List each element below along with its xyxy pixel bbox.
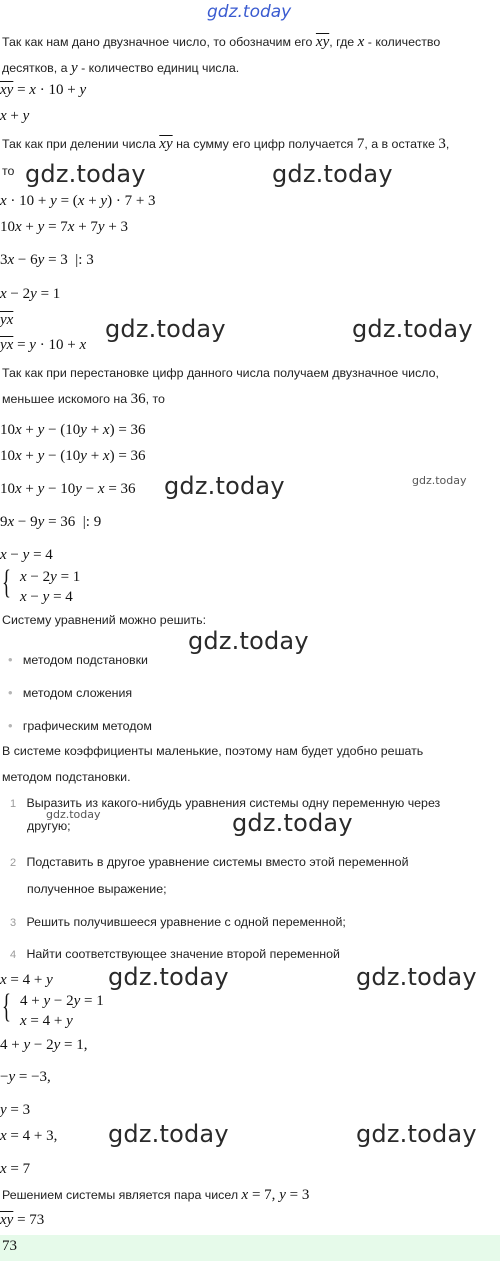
bullet-icon: • — [8, 718, 13, 733]
system-2-eq-a: 4 + y − 2y = 1 — [20, 993, 104, 1009]
intro-line-2 — [2, 60, 239, 77]
step-4 — [10, 947, 340, 961]
equation-7: 10x + y − 10y − x = 36 — [0, 481, 136, 497]
intro1-var: $\overline{xy}$ — [315, 34, 330, 50]
equation-10: x = 4 + y — [0, 972, 53, 988]
equation-2: 10x + y = 7x + 7y + 3 — [0, 219, 129, 235]
step-2-continued: полученное выражение; — [27, 882, 167, 896]
watermark: gdz.today — [356, 963, 477, 991]
equation-sum: x + y — [0, 108, 30, 124]
solution-values: x = 7, y = 3 — [241, 1187, 310, 1203]
cond1-var: $\overline{xy}$ — [159, 136, 173, 152]
equation-yx: $\overline{yx}$ — [0, 312, 14, 328]
equation-9: x − y = 4 — [0, 547, 53, 563]
equation-14: x = 4 + 3, — [0, 1128, 58, 1144]
watermark: gdz.today — [232, 809, 353, 837]
condition-2-line-1: Так как при перестановке цифр данного числа получаем двузначное число, — [2, 366, 439, 380]
step-3-number: 3 — [10, 917, 17, 929]
watermark-small: gdz.today — [46, 808, 101, 821]
intro2-end: - количество единиц числа. — [81, 61, 240, 75]
top-watermark: gdz.today — [207, 2, 292, 22]
step-4-number: 4 — [10, 949, 17, 961]
cond1-three: 3 — [438, 136, 446, 152]
intro1-text: Так как нам дано двузначное число, то обозначим его — [2, 35, 313, 49]
answer-value: 73 — [2, 1238, 17, 1254]
solution-text: Решением системы является пара чисел — [2, 1188, 239, 1202]
bullet-icon: • — [8, 652, 13, 667]
equation-8: 9x − 9y = 36 |: 9 — [0, 514, 102, 530]
cond1-a: Так как при делении числа — [2, 137, 156, 151]
equation-1: x · 10 + y = (x + y) · 7 + 3 — [0, 193, 156, 209]
system-brace: { — [2, 988, 11, 1025]
watermark: gdz.today — [108, 1120, 229, 1148]
system-1-eq-b: x − y = 4 — [20, 589, 73, 605]
watermark: gdz.today — [356, 1120, 477, 1148]
cond2-b: меньшее искомого на — [2, 392, 128, 406]
equation-13: y = 3 — [0, 1102, 31, 1118]
condition-1-to: то — [2, 164, 15, 178]
equation-6: 10x + y − (10y + x) = 36 — [0, 448, 146, 464]
system-brace: { — [2, 564, 11, 601]
solution-line — [2, 1187, 309, 1204]
equation-3: 3x − 6y = 3 |: 3 — [0, 252, 94, 268]
bullet-icon: • — [8, 685, 13, 700]
step-3-text: Решить получившееся уравнение с одной переменной; — [26, 915, 346, 929]
final-rest: = 73 — [13, 1212, 45, 1228]
equation-yx-definition: $\overline{yx} = y \cdot 10 + x$ — [0, 337, 87, 353]
watermark: gdz.today — [164, 472, 285, 500]
condition-2-line-2 — [2, 391, 165, 408]
watermark-small: gdz.today — [412, 474, 467, 487]
intro1-x: x — [357, 34, 365, 50]
cond2-c: , то — [145, 392, 165, 406]
watermark: gdz.today — [105, 315, 226, 343]
method-2-label: методом сложения — [22, 686, 133, 700]
system-2-eq-b: x = 4 + y — [20, 1013, 73, 1029]
watermark: gdz.today — [25, 160, 146, 188]
method-item — [8, 652, 148, 667]
method-item — [8, 685, 132, 700]
step-1-continued: другую; — [27, 819, 71, 833]
cond2-num: 36 — [130, 391, 146, 407]
answer-highlight — [0, 1235, 500, 1261]
step-1-text: Выразить из какого-нибудь уравнения системы одну переменную через — [26, 796, 441, 810]
choice-line-1: В системе коэффициенты маленькие, поэтому нам будет удобно решать — [2, 744, 424, 758]
equation-15: x = 7 — [0, 1161, 31, 1177]
intro1-rest: , где — [329, 35, 355, 49]
equation-xy-definition: $\overline{xy} = x \cdot 10 + y$ — [0, 82, 87, 98]
system-1-eq-a: x − 2y = 1 — [20, 569, 81, 585]
method-1-label: методом подстановки — [22, 653, 148, 667]
intro2-text: десятков, а — [2, 61, 68, 75]
method-item — [8, 718, 152, 733]
condition-1-line — [2, 136, 449, 153]
cond1-d: , — [445, 137, 450, 151]
equation-11: 4 + y − 2y = 1, — [0, 1037, 88, 1053]
step-3 — [10, 915, 346, 929]
step-2-text: Подставить в другое уравнение системы вместо этой переменной — [26, 855, 409, 869]
cond1-seven: 7 — [356, 136, 365, 152]
equation-4: x − 2y = 1 — [0, 286, 61, 302]
step-2 — [10, 855, 409, 869]
watermark: gdz.today — [272, 160, 393, 188]
equation-5: 10x + y − (10y + x) = 36 — [0, 422, 146, 438]
watermark: gdz.today — [188, 627, 309, 655]
intro1-end: - количество — [367, 35, 441, 49]
method-3-label: графическим методом — [22, 719, 152, 733]
intro2-y: y — [70, 60, 78, 76]
step-4-text: Найти соответствующее значение второй переменной — [26, 947, 340, 961]
cond1-c: , а в остатке — [364, 137, 435, 151]
methods-intro: Систему уравнений можно решить: — [2, 613, 207, 627]
equation-12: −y = −3, — [0, 1069, 51, 1085]
cond1-b: на сумму его цифр получается — [176, 137, 354, 151]
final-var: $\overline{xy}$ — [0, 1212, 14, 1228]
equation-final — [0, 1212, 44, 1229]
choice-line-2: методом подстановки. — [2, 770, 131, 784]
step-1-number: 1 — [10, 798, 17, 810]
watermark: gdz.today — [352, 315, 473, 343]
step-2-number: 2 — [10, 857, 17, 869]
intro-line-1 — [2, 34, 440, 51]
watermark: gdz.today — [108, 963, 229, 991]
